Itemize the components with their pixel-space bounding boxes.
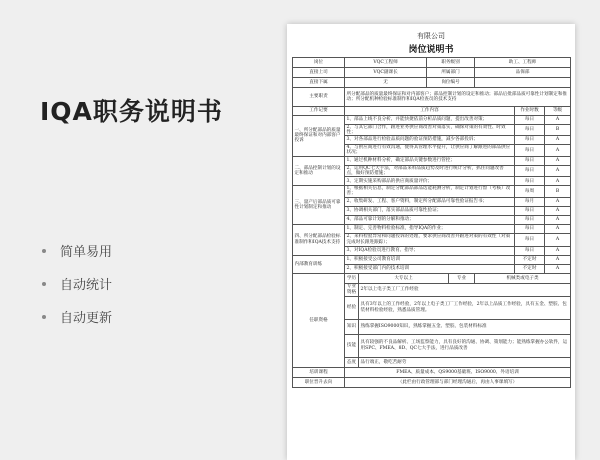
table-row (293, 377, 571, 387)
work-item-freq: 每周 (515, 186, 545, 198)
work-item-text: 2、收集研发、工程、客户资料，制定所分配部品可靠性验证报告书； (345, 197, 515, 206)
table-cell: 品行端正，敬吃苦耐劳 (359, 357, 571, 367)
work-item-freq: 每日 (515, 156, 545, 165)
company-name: 有限公司 (417, 32, 445, 40)
feature-label: 自动更新 (60, 311, 113, 326)
bullet-icon (42, 249, 46, 253)
table-cell: 岗位编号 (427, 78, 475, 88)
table-cell: 学历 (345, 273, 359, 283)
work-item-text: 3、对各部品进行检验品质问题的验证预防措施，减少各部投诉； (345, 136, 515, 145)
work-item-text: 4、部品可靠计划的分解和推动； (345, 215, 515, 224)
work-item-grade: A (545, 156, 571, 165)
table-cell: 具有3年以上的工作经验，2年以上电子类工厂工作经验，2年以上品质工作经验，具有五金、塑胶、包装材料检验经验，熟悉品质管理。 (359, 296, 571, 319)
work-group-name: 三、量产后部品质可靠性计划制定和推动 (293, 186, 345, 225)
work-item-grade: A (545, 255, 571, 264)
level-value: 助工、工程师 (475, 58, 571, 68)
work-item-freq: 每日 (515, 224, 545, 233)
table-cell: 无 (345, 78, 427, 88)
table-row (293, 107, 571, 116)
work-item-grade: A (545, 206, 571, 215)
table-row (293, 224, 571, 233)
table-cell: 大专以上 (359, 273, 449, 283)
feature-label: 简单易用 (60, 245, 113, 260)
hero-title: IQA职务说明书 (40, 97, 223, 126)
feature-label: 自动统计 (60, 278, 113, 293)
table-cell: 培训课程 (293, 367, 345, 377)
work-item-grade: A (545, 224, 571, 233)
work-item-text: 4、与供应商进行有效沟通，使得其管理水平提升，让供应商了解跟进的部品供应状况； (345, 145, 515, 157)
work-item-text: 1、制定、完善物料检验标准，指导IQA的作业； (345, 224, 515, 233)
table-cell: 直接上司 (293, 68, 345, 78)
table-cell: 职位晋升去向 (293, 377, 345, 387)
table-row (293, 88, 571, 107)
work-item-text: 2、运用QC七大手法，对部品来料品质趋势及时进行统计分析，抓住问题改善点，做好预防措施； (345, 165, 515, 177)
table-cell: 作业时数 (515, 107, 545, 116)
table-row (293, 58, 571, 68)
work-item-freq: 每日 (515, 145, 545, 157)
work-item-text: 1、积极接受公司教育培训 (345, 255, 515, 264)
work-item-freq: 每日 (515, 124, 545, 136)
table-row (293, 156, 571, 165)
table-row (293, 367, 571, 377)
work-item-freq: 每月 (515, 197, 545, 206)
table-row (293, 255, 571, 264)
work-item-freq: 每日 (515, 136, 545, 145)
feature-item (42, 234, 112, 267)
feature-list (42, 234, 112, 333)
table-cell: 等级 (545, 107, 571, 116)
work-item-freq: 每日 (515, 177, 545, 186)
feature-item (42, 300, 112, 333)
table-cell: 2年以上电子类工厂工作经验 (359, 283, 571, 296)
work-item-text: 2、积极接受部门内的技术培训 (345, 264, 515, 273)
table-row (293, 186, 571, 198)
work-item-text: 1、部品上线不良分析、并能快捷依前分析品质问题，提出改善对策； (345, 115, 515, 124)
document-title: 岗位说明书 (408, 45, 454, 55)
table-cell (475, 78, 571, 88)
work-group-name: 四、所分配部品检验标准制作和IQA技术支持 (293, 224, 345, 255)
work-item-grade: A (545, 115, 571, 124)
work-item-grade: B (545, 186, 571, 198)
table-cell: 专业 (449, 273, 475, 283)
qualification-label: 任职资格 (293, 273, 345, 367)
position-value: VQC工程师 (345, 58, 427, 68)
bullet-icon (42, 315, 46, 319)
table-cell: 技能 (345, 334, 359, 357)
work-item-freq: 每日 (515, 246, 545, 255)
work-item-text: 3、对IQA检验员进行教育、指导； (345, 246, 515, 255)
work-item-freq: 不定时 (515, 255, 545, 264)
work-item-freq: 每日 (515, 206, 545, 215)
document-preview (287, 24, 575, 460)
work-item-grade: A (545, 215, 571, 224)
table-cell: 态度 (345, 357, 359, 367)
work-item-grade: A (545, 197, 571, 206)
work-item-text: 1、通过机种材料分析，确定部品关键参数进行管控； (345, 156, 515, 165)
work-item-text: 3、协调相关部门，落实部品品质可靠性验证； (345, 206, 515, 215)
table-row (293, 115, 571, 124)
level-label: 职务级别 (427, 58, 475, 68)
table-row (293, 68, 571, 78)
work-item-grade: A (545, 136, 571, 145)
work-item-grade: A (545, 246, 571, 255)
work-item-text: 3、定期实施采购部品的供应商质量评价； (345, 177, 515, 186)
work-item-freq: 每日 (515, 215, 545, 224)
table-cell: 专业资格 (345, 283, 359, 296)
table-cell: 所属部门 (427, 68, 475, 78)
work-item-grade: B (545, 124, 571, 136)
table-row (293, 273, 571, 283)
table-cell: 直接下属 (293, 78, 345, 88)
work-item-freq: 每日 (515, 165, 545, 177)
table-cell: 工作内容 (345, 107, 515, 116)
work-item-grade: A (545, 165, 571, 177)
feature-item (42, 267, 112, 300)
table-cell: FMEA、质量成本、QS9000基础班、ISO9000、外语培训 (345, 367, 571, 377)
duty-text: 所分配部品的质量最终保证和对内部客户；部品控制计划的设定和推动；部品后批部品质可靠性计划制定和推动；所分配机种检验标准制作和IQA检查员的技术支持 (345, 88, 571, 107)
table-cell: 工作记要 (293, 107, 345, 116)
table-cell: 知识 (345, 319, 359, 334)
work-group-name: 内部教育训练 (293, 255, 345, 273)
duty-label: 主要职责 (293, 88, 345, 107)
table-cell: 熟练掌握ISO9000知识，熟练掌握五金、塑胶、包装材料标准 (359, 319, 571, 334)
work-item-grade: A (545, 233, 571, 246)
work-item-grade: A (545, 264, 571, 273)
table-cell: （此栏由行政管理部与部门经理沟通后，再由人事课填写） (345, 377, 571, 387)
work-item-freq: 每日 (515, 115, 545, 124)
job-description-table (292, 57, 571, 388)
table-cell: 经验 (345, 296, 359, 319)
work-item-freq: 每日 (515, 233, 545, 246)
work-item-text: 2、与其它部门合作，跟进业务供应商改善对策落实，确保对策的有效性、时效性； (345, 124, 515, 136)
work-item-grade: A (545, 145, 571, 157)
table-cell: 品保部 (475, 68, 571, 78)
work-group-name: 一、所分配部品的质量最终保证和对内部客户投诉 (293, 115, 345, 156)
work-item-text: 1、根据相关信息，制定分配部品部品选能耗测分析，制定计划进行督（考核）改善； (345, 186, 515, 198)
position-label: 岗位 (293, 58, 345, 68)
work-group-name: 二、部品控制计划的设定和推动 (293, 156, 345, 186)
work-item-grade: A (545, 177, 571, 186)
table-row (293, 78, 571, 88)
work-item-text: 2、来料检验异常和问题投诉的处理，要求供应商改善并跟进对策的有效性（对策完成时长跟进跟踪）； (345, 233, 515, 246)
bullet-icon (42, 282, 46, 286)
table-cell: 具有较强的不良品解析、工场监察能力，具有良好的沟通、协调、策划能力；能熟练掌握办公软件，运用SPC、FMEA、8D、QC七大手法，进行品质改善 (359, 334, 571, 357)
table-cell: VQC副课长 (345, 68, 427, 78)
table-cell: 机械类或电子类 (475, 273, 571, 283)
work-item-freq: 不定时 (515, 264, 545, 273)
